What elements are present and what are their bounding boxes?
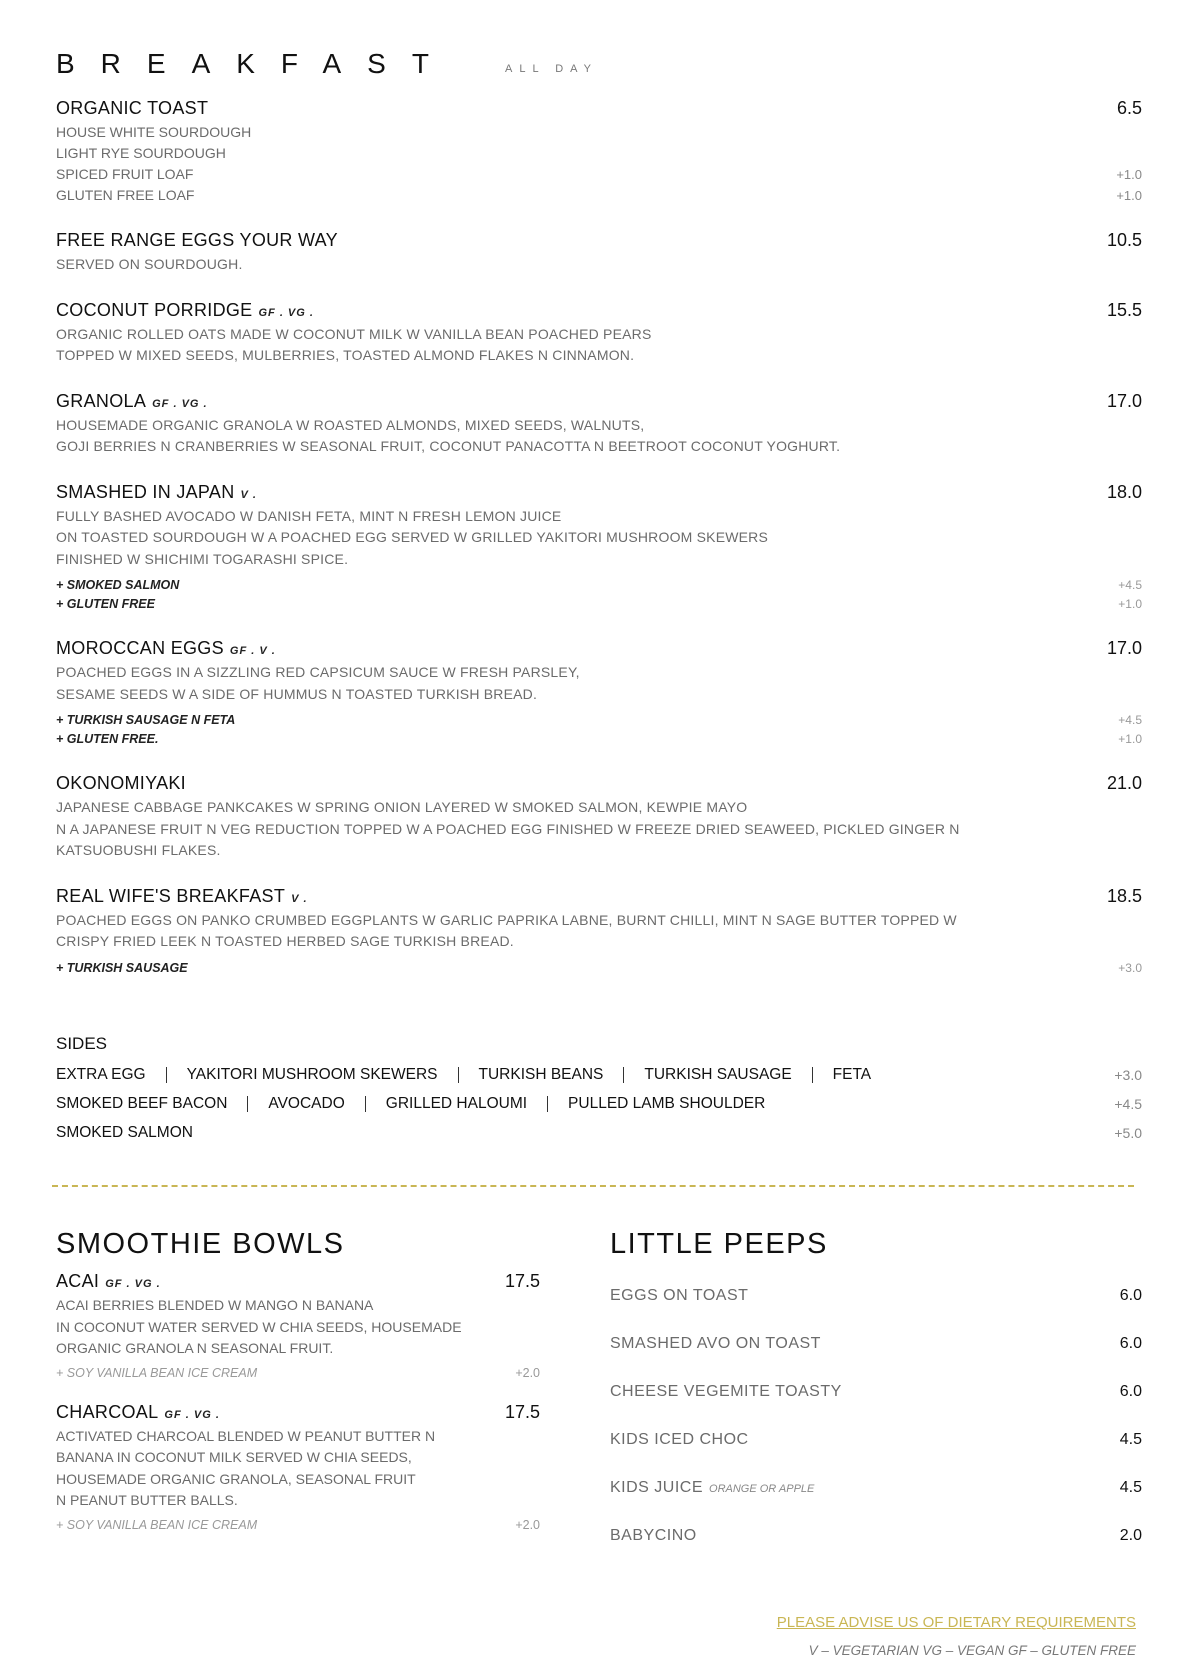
item-extra: + GLUTEN FREE. +1.0	[56, 732, 1142, 746]
sides-row	[56, 1089, 1142, 1118]
item-description: FINISHED W SHICHIMI TOGARASHI SPICE.	[56, 550, 349, 567]
menu-item	[56, 230, 1142, 276]
item-description: SERVED ON SOURDOUGH.	[56, 256, 243, 272]
item-description: TOPPED W MIXED SEEDS, MULBERRIES, TOASTED ALMOND FLAKES N CINNAMON.	[56, 347, 635, 363]
item-price: 6.5	[1116, 98, 1142, 118]
section-title: LITTLE PEEPS	[610, 1228, 828, 1260]
menu-item	[56, 1271, 540, 1380]
item-extra: + SOY VANILLA BEAN ICE CREAM +2.0	[56, 1365, 540, 1380]
divider-bar	[812, 1067, 813, 1083]
item-price: 10.5	[1106, 230, 1142, 250]
item-extra: + TURKISH SAUSAGE N FETA +4.5	[56, 713, 1142, 727]
side-item: YAKITORI MUSHROOM SKEWERS	[186, 1065, 438, 1083]
dietary-notice-link[interactable]: PLEASE ADVISE US OF DIETARY REQUIREMENTS	[776, 1614, 1136, 1631]
item-description: BANANA IN COCONUT MILK SERVED W CHIA SEEDS,	[56, 1449, 412, 1465]
item-name: OKONOMIYAKI	[56, 773, 186, 793]
item-description: SESAME SEEDS W A SIDE OF HUMMUS N TOASTED TURKISH BREAD.	[56, 685, 538, 702]
side-item: GRILLED HALOUMI	[385, 1094, 528, 1112]
little-peeps-section	[610, 1228, 1142, 1575]
page-title: BREAKFAST	[56, 48, 455, 79]
item-name: COCONUT PORRIDGE	[56, 299, 253, 320]
item-option: GLUTEN FREE LOAF +1.0	[56, 187, 1142, 203]
side-price: +5.0	[1114, 1124, 1142, 1141]
kids-menu-item: BABYCINO 2.0	[610, 1527, 1142, 1544]
menu-item	[56, 98, 1142, 206]
section-title: SMOOTHIE BOWLS	[56, 1228, 345, 1260]
smoothie-bowls-section	[56, 1228, 540, 1554]
dietary-tag: GF . VG .	[258, 306, 314, 319]
item-name: ORGANIC TOAST	[56, 98, 209, 118]
item-description: HOUSEMADE ORGANIC GRANOLA, SEASONAL FRUIT	[56, 1470, 416, 1487]
dietary-tag: V .	[291, 892, 308, 905]
side-item: SMOKED BEEF BACON	[56, 1094, 228, 1112]
side-price: +4.5	[1114, 1095, 1142, 1112]
divider-bar	[547, 1096, 548, 1112]
item-price: 21.0	[1106, 773, 1142, 793]
kids-menu-item: CHEESE VEGEMITE TOASTY 6.0	[610, 1383, 1142, 1400]
item-description: HOUSEMADE ORGANIC GRANOLA W ROASTED ALMONDS, MIXED SEEDS, WALNUTS,	[56, 416, 645, 433]
menu-item	[56, 773, 1142, 862]
item-description: ORGANIC GRANOLA N SEASONAL FRUIT.	[56, 1340, 334, 1356]
item-description: IN COCONUT WATER SERVED W CHIA SEEDS, HOUSEMADE	[56, 1318, 462, 1335]
item-extra: + SOY VANILLA BEAN ICE CREAM +2.0	[56, 1517, 540, 1532]
side-item: TURKISH BEANS	[478, 1065, 604, 1083]
menu-item	[56, 886, 1142, 978]
item-description: ORGANIC ROLLED OATS MADE W COCONUT MILK W VANILLA BEAN POACHED PEARS	[56, 325, 652, 342]
breakfast-section	[56, 98, 1142, 1002]
item-description: N PEANUT BUTTER BALLS.	[56, 1492, 238, 1508]
item-description: N A JAPANESE FRUIT N VEG REDUCTION TOPPED W A POACHED EGG FINISHED W FREEZE DRIED SEAWEED, PICKLED GINGER N	[56, 820, 960, 837]
menu-item	[56, 391, 1142, 458]
item-name: CHARCOAL	[56, 1401, 159, 1422]
divider-bar	[247, 1096, 248, 1112]
section-divider	[52, 1185, 1134, 1187]
item-price: 18.0	[1106, 481, 1142, 502]
item-description: FULLY BASHED AVOCADO W DANISH FETA, MINT N FRESH LEMON JUICE	[56, 507, 562, 524]
item-price: 17.5	[504, 1401, 540, 1422]
item-name: SMASHED IN JAPAN	[56, 481, 235, 502]
item-option: LIGHT RYE SOURDOUGH	[56, 145, 226, 161]
item-option: HOUSE WHITE SOURDOUGH	[56, 124, 252, 140]
item-description: ACTIVATED CHARCOAL BLENDED W PEANUT BUTTER N	[56, 1427, 436, 1444]
divider-bar	[458, 1067, 459, 1083]
dietary-tag: GF . VG .	[164, 1408, 220, 1421]
kids-menu-item: SMASHED AVO ON TOAST 6.0	[610, 1335, 1142, 1352]
menu-item	[56, 638, 1142, 749]
item-description: POACHED EGGS IN A SIZZLING RED CAPSICUM SAUCE W FRESH PARSLEY,	[56, 664, 580, 680]
item-description: GOJI BERRIES N CRANBERRIES W SEASONAL FRUIT, COCONUT PANACOTTA N BEETROOT COCONUT YOGHURT.	[56, 438, 841, 454]
sides-row	[56, 1118, 1142, 1147]
item-description: KATSUOBUSHI FLAKES.	[56, 842, 221, 858]
item-name: REAL WIFE'S BREAKFAST	[56, 885, 286, 906]
item-price: 17.5	[504, 1271, 540, 1291]
side-item: SMOKED SALMON	[56, 1123, 193, 1141]
dietary-legend: V – VEGETARIAN VG – VEGAN GF – GLUTEN FREE	[808, 1643, 1136, 1658]
item-option: SPICED FRUIT LOAF +1.0	[56, 166, 1142, 182]
divider-bar	[166, 1067, 167, 1083]
sides-title: SIDES	[56, 1034, 108, 1053]
dietary-tag: GF . V .	[229, 645, 276, 657]
kids-menu-item: KIDS JUICE ORANGE OR APPLE 4.5	[610, 1479, 1142, 1496]
item-name: FREE RANGE EGGS YOUR WAY	[56, 230, 338, 250]
item-extra: + TURKISH SAUSAGE +3.0	[56, 960, 1142, 975]
dietary-tag: GF . VG .	[105, 1278, 161, 1290]
menu-item	[56, 1402, 540, 1532]
divider-bar	[623, 1067, 624, 1083]
side-item: EXTRA EGG	[56, 1065, 146, 1083]
side-item: TURKISH SAUSAGE	[644, 1065, 792, 1083]
dietary-tag: GF . VG .	[152, 397, 208, 410]
item-description: JAPANESE CABBAGE PANKCAKES W SPRING ONION LAYERED W SMOKED SALMON, KEWPIE MAYO	[56, 799, 748, 815]
item-description: ACAI BERRIES BLENDED W MANGO N BANANA	[56, 1297, 374, 1313]
item-name: MOROCCAN EGGS	[56, 638, 224, 658]
item-description: ON TOASTED SOURDOUGH W A POACHED EGG SERVED W GRILLED YAKITORI MUSHROOM SKEWERS	[56, 529, 769, 545]
kids-menu-item: KIDS ICED CHOC 4.5	[610, 1431, 1142, 1448]
sides-row	[56, 1060, 1142, 1089]
item-name: ACAI	[56, 1271, 100, 1291]
page-subtitle: ALL DAY	[505, 63, 599, 75]
side-item: PULLED LAMB SHOULDER	[568, 1094, 766, 1112]
menu-item	[56, 300, 1142, 367]
menu-item	[56, 482, 1142, 615]
side-item: AVOCADO	[268, 1094, 345, 1112]
side-item: FETA	[832, 1065, 872, 1083]
item-price: 18.5	[1106, 885, 1142, 906]
item-name: GRANOLA	[56, 390, 147, 411]
item-description: POACHED EGGS ON PANKO CRUMBED EGGPLANTS W GARLIC PAPRIKA LABNE, BURNT CHILLI, MINT N SAGE BUTTER TOPPED W	[56, 911, 957, 928]
item-price: 17.0	[1106, 638, 1142, 658]
divider-bar	[365, 1096, 366, 1112]
item-extra: + SMOKED SALMON +4.5	[56, 578, 1142, 592]
item-note: ORANGE OR APPLE	[709, 1483, 815, 1495]
item-price: 15.5	[1106, 299, 1142, 320]
item-price: 17.0	[1106, 390, 1142, 411]
side-price: +3.0	[1114, 1066, 1142, 1083]
dietary-tag: V .	[240, 488, 257, 501]
sides-section	[56, 1034, 1142, 1147]
kids-menu-item: EGGS ON TOAST 6.0	[610, 1287, 1142, 1304]
item-description: CRISPY FRIED LEEK N TOASTED HERBED SAGE TURKISH BREAD.	[56, 933, 514, 949]
item-extra: + GLUTEN FREE +1.0	[56, 597, 1142, 611]
